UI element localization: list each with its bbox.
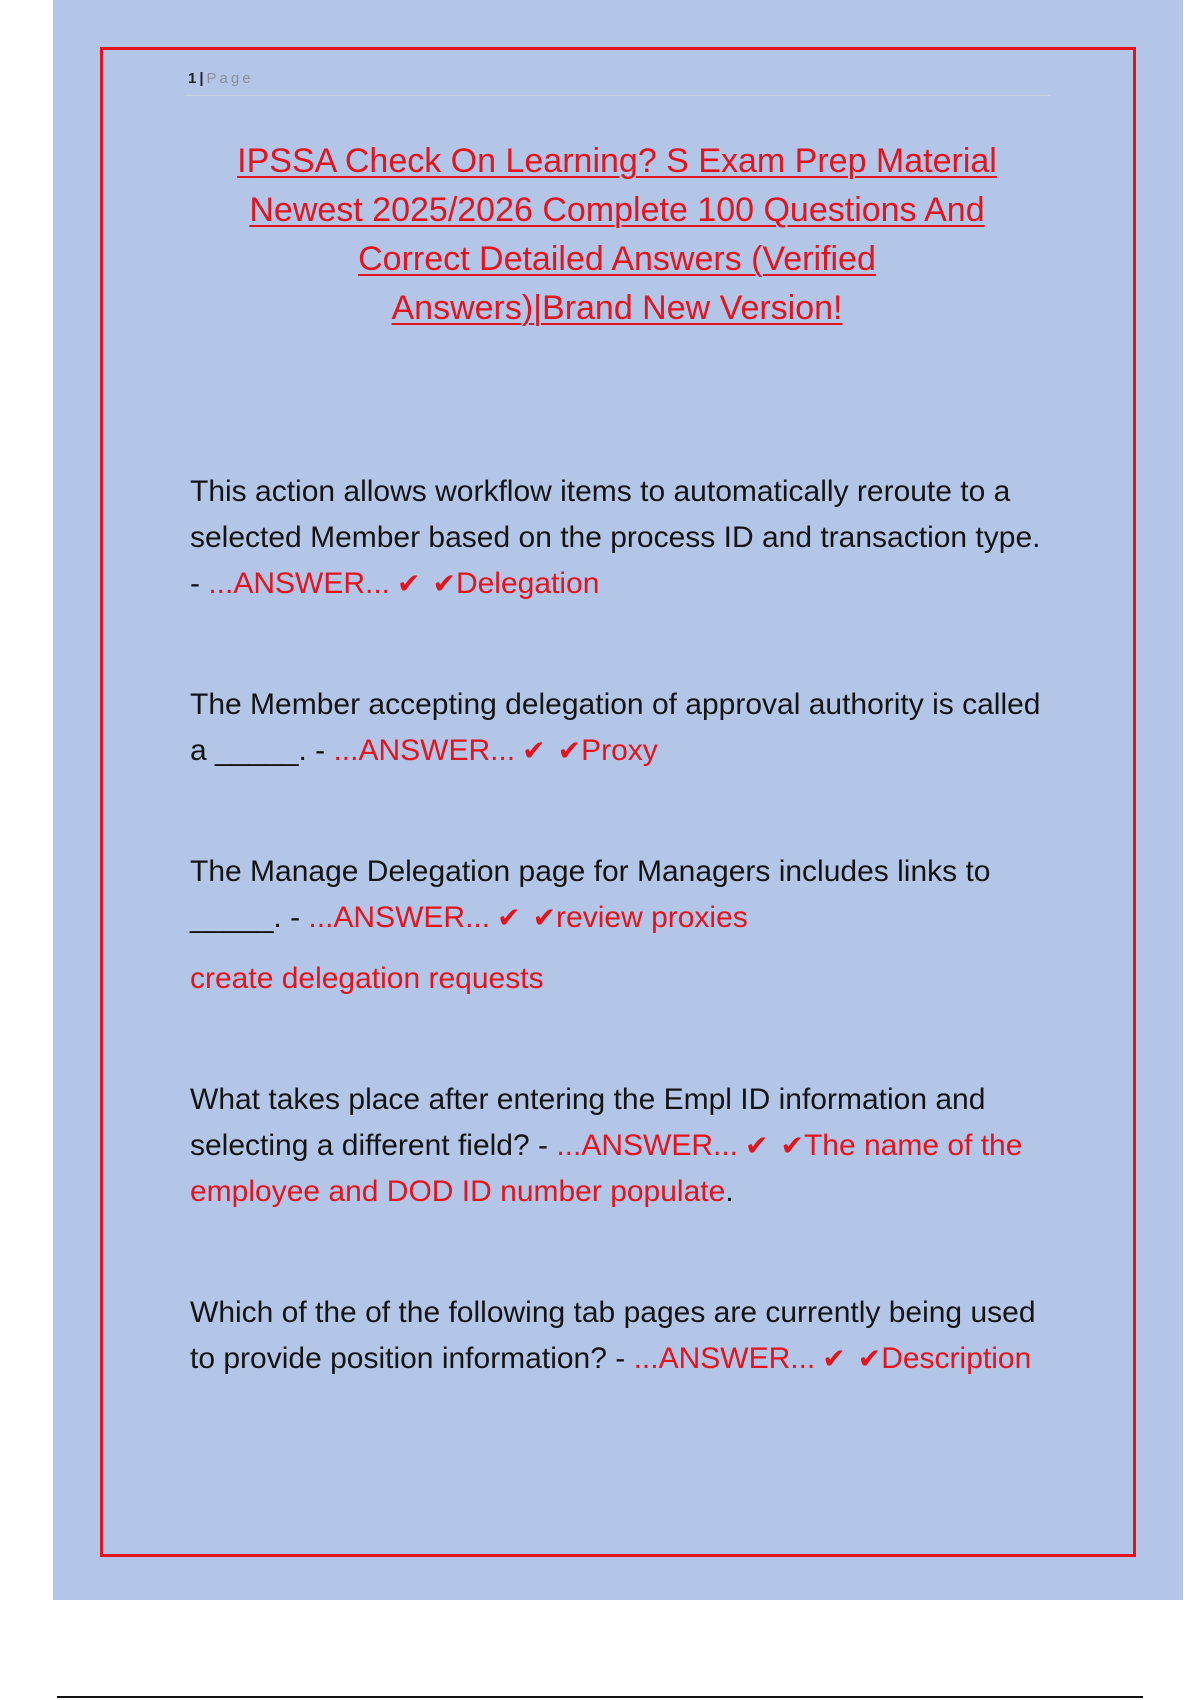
question-text: This action allows workflow items to automatically reroute to a selected Member based on the process ID and transaction type. - <box>190 475 1041 600</box>
question-item <box>190 469 1050 607</box>
question-item <box>190 682 1050 774</box>
answer-marker: ...ANSWER... <box>308 901 491 934</box>
check-icon: ✔ <box>532 901 557 934</box>
question-item <box>190 1290 1050 1382</box>
check-icon: ✔ <box>745 1129 769 1162</box>
title-line: Answers)|Brand New Version! <box>391 289 843 327</box>
question-text: Which of the of the following tab pages are currently being used to provide position information? - <box>190 1296 1036 1375</box>
question-text: The Manage Delegation page for Managers includes links to _____. - <box>190 855 991 934</box>
check-icon: ✔ <box>557 734 582 767</box>
answer-text: The name of the employee and DOD ID number populate <box>190 1129 1023 1208</box>
answer-text: Proxy <box>581 734 658 767</box>
check-icon: ✔ <box>857 1342 882 1375</box>
answer-text-continued: create delegation requests <box>190 962 544 995</box>
check-icon: ✔ <box>822 1342 846 1375</box>
page-header-separator: | <box>199 70 204 87</box>
answer-marker: ...ANSWER... <box>208 567 391 600</box>
check-icon: ✔ <box>432 567 456 600</box>
question-item <box>190 1077 1050 1215</box>
page-label: Page <box>206 70 254 87</box>
check-icon: ✔ <box>497 901 521 934</box>
check-icon: ✔ <box>522 734 546 767</box>
footer-rule <box>57 1696 1143 1698</box>
question-list <box>190 469 1050 1457</box>
header-rule <box>185 95 1050 96</box>
answer-marker: ...ANSWER... <box>633 1342 816 1375</box>
document-title <box>177 137 1057 333</box>
answer-marker: ...ANSWER... <box>556 1129 739 1162</box>
answer-text: Description <box>881 1342 1032 1375</box>
answer-text: review proxies <box>556 901 748 934</box>
page-number: 1 <box>188 70 197 87</box>
answer-marker: ...ANSWER... <box>333 734 516 767</box>
answer-text: Delegation <box>455 567 600 600</box>
question-text: The Member accepting delegation of approval authority is called a _____. - <box>190 688 1041 767</box>
question-item <box>190 849 1050 1002</box>
page-header <box>188 70 254 88</box>
check-icon: ✔ <box>780 1129 804 1162</box>
title-line: Newest 2025/2026 Complete 100 Questions And <box>249 191 985 229</box>
answer-trailing-punctuation: . <box>725 1175 734 1208</box>
title-line: IPSSA Check On Learning? S Exam Prep Material <box>237 142 997 180</box>
title-line: Correct Detailed Answers (Verified <box>358 240 876 278</box>
check-icon: ✔ <box>397 567 421 600</box>
question-text: What takes place after entering the Empl ID information and selecting a different field? - <box>190 1083 986 1162</box>
